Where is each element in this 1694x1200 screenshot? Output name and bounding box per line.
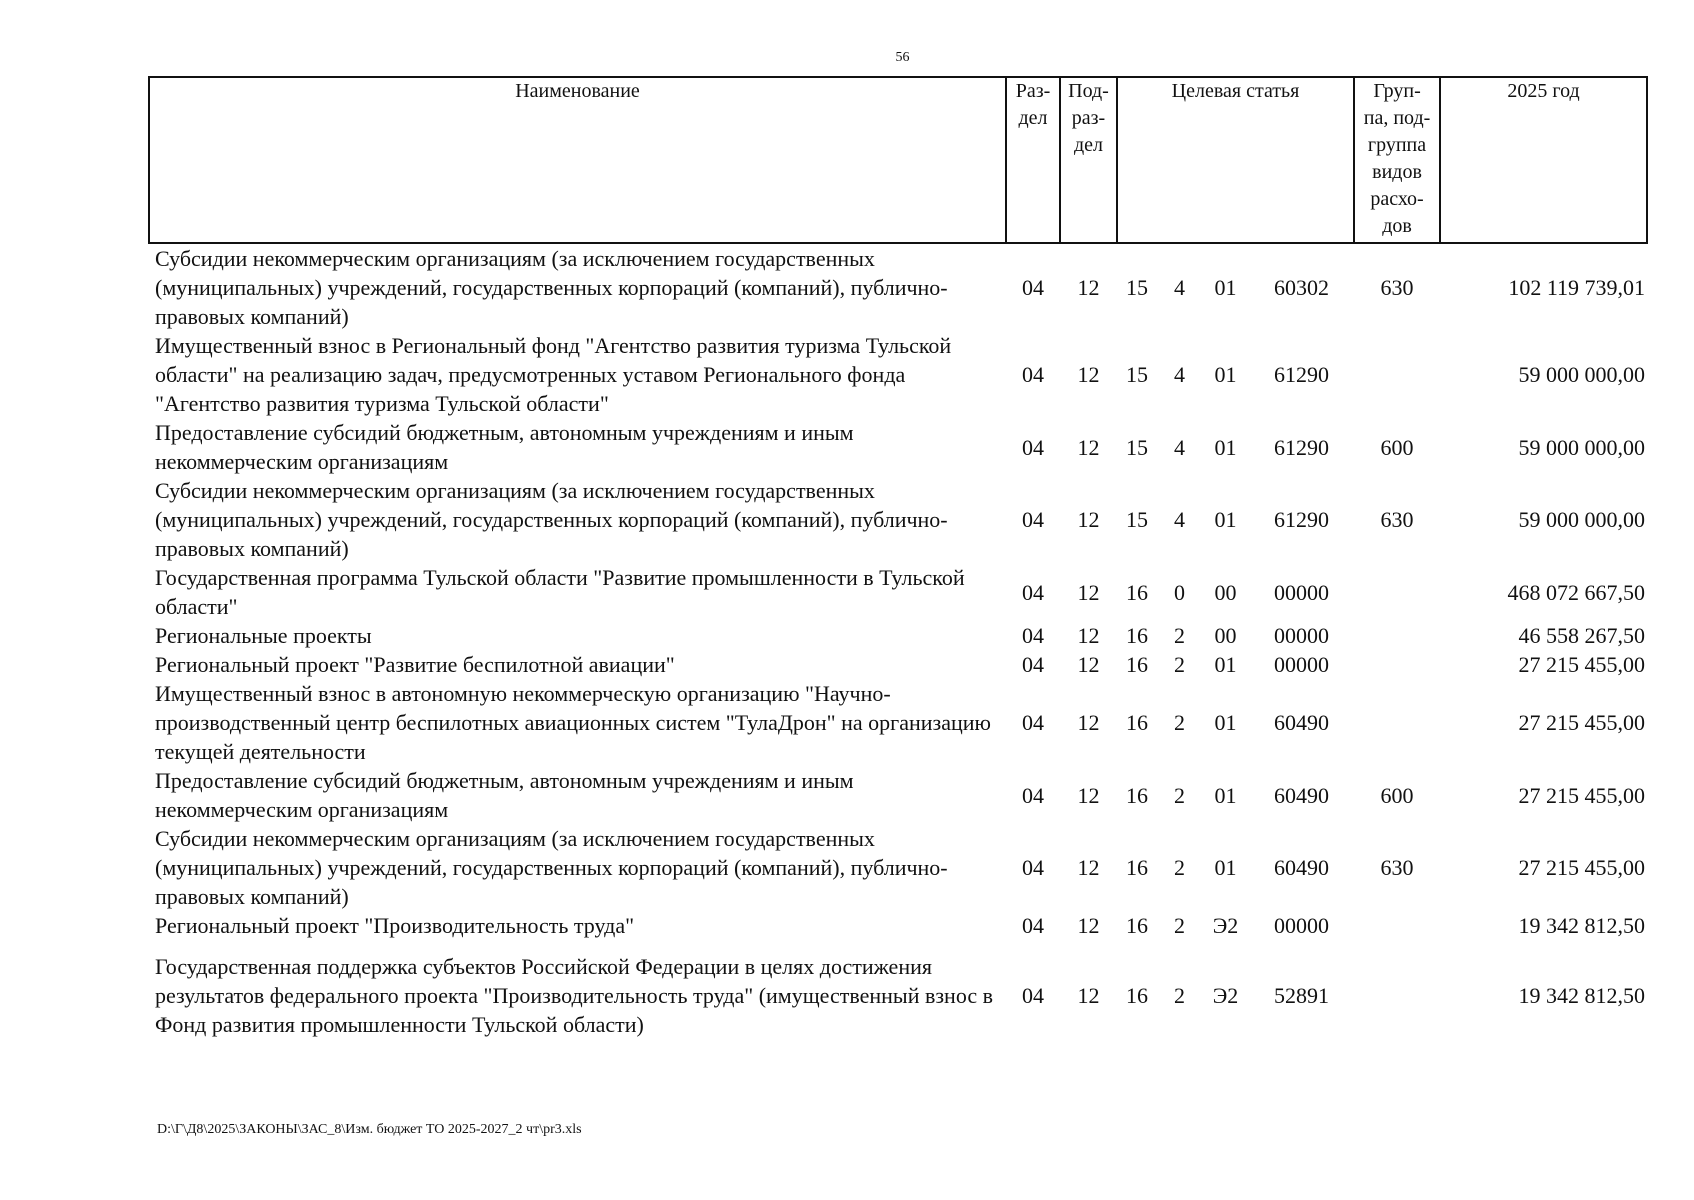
header-razdel: Раз- дел <box>1006 77 1060 243</box>
table-row <box>149 766 1647 824</box>
row-expense-group: 630 <box>1380 507 1414 532</box>
row-target-project: 01 <box>1214 362 1237 387</box>
row-target-direction: 00000 <box>1274 652 1330 677</box>
row-target-subprogram: 2 <box>1174 623 1185 648</box>
row-target-subprogram: 4 <box>1174 434 1185 460</box>
row-name: Предоставление субсидий бюджетным, автономным учреждениям и иным некоммерческим организациям <box>155 768 854 822</box>
row-target-program: 15 <box>1126 362 1148 387</box>
row-expense-group <box>1354 621 1440 650</box>
row-amount: 27 215 455,00 <box>1518 782 1646 808</box>
row-expense-group: 630 <box>1380 855 1414 880</box>
row-amount: 59 000 000,00 <box>1518 362 1646 387</box>
row-target-direction: 60302 <box>1274 275 1330 300</box>
row-razdel: 04 <box>1022 855 1044 880</box>
table-row <box>149 679 1647 766</box>
row-amount: 27 215 455,00 <box>1518 652 1646 677</box>
table-row <box>149 476 1647 563</box>
table-row <box>149 650 1647 679</box>
row-target-direction: 61290 <box>1274 507 1330 532</box>
header-name: Наименование <box>149 77 1006 243</box>
row-name: Предоставление субсидий бюджетным, автономным учреждениям и иным некоммерческим организациям <box>155 420 854 474</box>
table-body <box>149 243 1647 1039</box>
row-target-project: 01 <box>1214 855 1237 880</box>
row-target-direction: 61290 <box>1274 362 1330 387</box>
row-target-direction: 52891 <box>1274 983 1330 1008</box>
row-target-program: 16 <box>1126 579 1148 605</box>
row-razdel: 04 <box>1022 362 1044 387</box>
row-amount: 27 215 455,00 <box>1518 710 1646 735</box>
row-amount: 19 342 812,50 <box>1518 983 1646 1008</box>
row-expense-group <box>1354 650 1440 679</box>
row-razdel: 04 <box>1022 275 1044 300</box>
row-target-subprogram: 4 <box>1174 362 1185 387</box>
row-name: Субсидии некоммерческим организациям (за исключением государственных (муниципальных) учреждений, государственных корпораций (компаний), публично-правовых компаний) <box>155 826 948 909</box>
row-name: Региональный проект "Развитие беспилотной авиации" <box>155 652 675 677</box>
row-target-direction: 61290 <box>1274 434 1330 460</box>
row-amount: 102 119 739,01 <box>1508 275 1646 300</box>
table-row <box>149 940 1647 1039</box>
row-razdel: 04 <box>1022 782 1044 808</box>
row-amount: 19 342 812,50 <box>1518 913 1646 938</box>
row-podrazdel: 12 <box>1077 579 1100 605</box>
row-target-direction: 00000 <box>1274 579 1330 605</box>
row-amount: 468 072 667,50 <box>1507 579 1646 605</box>
row-razdel: 04 <box>1022 434 1044 460</box>
row-target-project: 00 <box>1214 579 1237 605</box>
row-name: Региональные проекты <box>155 623 372 648</box>
row-podrazdel: 12 <box>1077 362 1100 387</box>
row-target-subprogram: 2 <box>1174 913 1185 938</box>
row-target-project: 01 <box>1214 275 1237 300</box>
row-razdel: 04 <box>1022 579 1044 605</box>
budget-table <box>148 76 1648 1039</box>
row-podrazdel: 12 <box>1077 275 1100 300</box>
row-amount: 59 000 000,00 <box>1518 434 1646 460</box>
row-podrazdel: 12 <box>1077 623 1100 648</box>
row-target-program: 16 <box>1126 652 1148 677</box>
row-amount: 59 000 000,00 <box>1518 507 1646 532</box>
row-expense-group <box>1354 331 1440 418</box>
file-path-footer: D:\Г\Д8\2025\ЗАКОНЫ\ЗАС_8\Изм. бюджет ТО 2025-2027_2 чт\pr3.xls <box>157 1122 582 1137</box>
table-row <box>149 418 1647 476</box>
row-razdel: 04 <box>1022 623 1044 648</box>
row-target-program: 16 <box>1126 623 1148 648</box>
row-podrazdel: 12 <box>1077 434 1100 460</box>
row-name: Имущественный взнос в Региональный фонд "Агентство развития туризма Тульской области" на реализацию задач, предусмотренных уставом Регионального фонда "Агентство развития туризма Тульской области" <box>155 333 952 416</box>
row-target-direction: 00000 <box>1274 623 1330 648</box>
row-amount: 46 558 267,50 <box>1518 623 1646 648</box>
row-target-project: 01 <box>1214 652 1237 677</box>
row-razdel: 04 <box>1022 913 1044 938</box>
row-name: Региональный проект "Производительность труда" <box>155 913 635 938</box>
page-number: 56 <box>895 50 910 65</box>
row-razdel: 04 <box>1022 710 1044 735</box>
row-expense-group <box>1354 940 1440 1039</box>
row-name: Государственная программа Тульской области "Развитие промышленности в Тульской области" <box>155 565 965 619</box>
row-podrazdel: 12 <box>1077 782 1100 808</box>
header-target-article: Целевая статья <box>1117 77 1354 243</box>
row-target-project: 01 <box>1214 434 1237 460</box>
row-target-subprogram: 2 <box>1174 855 1185 880</box>
row-target-program: 15 <box>1126 434 1148 460</box>
row-target-subprogram: 2 <box>1174 782 1185 808</box>
row-target-project: 01 <box>1214 507 1237 532</box>
row-expense-group <box>1354 911 1440 940</box>
table-row <box>149 243 1647 331</box>
header-podrazdel: Под- раз- дел <box>1060 77 1117 243</box>
row-target-subprogram: 2 <box>1174 983 1185 1008</box>
row-podrazdel: 12 <box>1077 652 1100 677</box>
row-razdel: 04 <box>1022 652 1044 677</box>
row-podrazdel: 12 <box>1077 507 1100 532</box>
header-expense-group: Груп- па, под- группа видов расхо- дов <box>1354 77 1440 243</box>
table-row <box>149 911 1647 940</box>
row-target-project: Э2 <box>1212 913 1239 938</box>
row-target-direction: 60490 <box>1274 710 1330 735</box>
row-target-subprogram: 2 <box>1174 652 1185 677</box>
row-target-project: 01 <box>1214 710 1237 735</box>
row-target-subprogram: 4 <box>1174 507 1185 532</box>
row-target-subprogram: 4 <box>1174 275 1185 300</box>
header-year: 2025 год <box>1440 77 1647 243</box>
row-expense-group: 600 <box>1380 434 1414 460</box>
row-target-direction: 60490 <box>1274 855 1330 880</box>
budget-sheet <box>148 76 1646 1039</box>
row-target-project: 01 <box>1214 782 1237 808</box>
row-razdel: 04 <box>1022 983 1044 1008</box>
row-target-program: 16 <box>1126 710 1148 735</box>
row-target-direction: 00000 <box>1274 913 1330 938</box>
row-expense-group <box>1354 563 1440 621</box>
row-target-program: 16 <box>1126 855 1148 880</box>
row-name: Субсидии некоммерческим организациям (за исключением государственных (муниципальных) учреждений, государственных корпораций (компаний), публично-правовых компаний) <box>155 478 948 561</box>
table-row <box>149 621 1647 650</box>
row-target-subprogram: 2 <box>1174 710 1185 735</box>
row-expense-group <box>1354 679 1440 766</box>
row-podrazdel: 12 <box>1077 855 1100 880</box>
row-target-program: 15 <box>1126 507 1148 532</box>
row-podrazdel: 12 <box>1077 913 1100 938</box>
row-target-subprogram: 0 <box>1174 579 1185 605</box>
row-target-project: Э2 <box>1212 983 1239 1008</box>
row-name: Имущественный взнос в автономную некоммерческую организацию "Научно-производственный центр беспилотных авиационных систем "ТулаДрон" на организацию текущей деятельности <box>155 681 991 764</box>
table-row <box>149 563 1647 621</box>
table-header <box>149 77 1647 243</box>
row-target-direction: 60490 <box>1274 782 1330 808</box>
row-target-program: 16 <box>1126 913 1148 938</box>
row-razdel: 04 <box>1022 507 1044 532</box>
row-target-project: 00 <box>1214 623 1237 648</box>
row-podrazdel: 12 <box>1077 983 1100 1008</box>
row-name: Субсидии некоммерческим организациям (за исключением государственных (муниципальных) учреждений, государственных корпораций (компаний), публично-правовых компаний) <box>155 246 948 329</box>
row-podrazdel: 12 <box>1077 710 1100 735</box>
row-target-program: 15 <box>1126 275 1148 300</box>
row-amount: 27 215 455,00 <box>1518 855 1646 880</box>
row-expense-group: 600 <box>1380 782 1414 808</box>
row-target-program: 16 <box>1126 782 1148 808</box>
row-name: Государственная поддержка субъектов Российской Федерации в целях достижения результатов федерального проекта "Производительность труда" (имущественный взнос в Фонд развития промышленности Тульской области) <box>155 954 994 1037</box>
table-row <box>149 331 1647 418</box>
row-target-program: 16 <box>1126 983 1148 1008</box>
row-expense-group: 630 <box>1380 275 1414 300</box>
table-row <box>149 824 1647 911</box>
